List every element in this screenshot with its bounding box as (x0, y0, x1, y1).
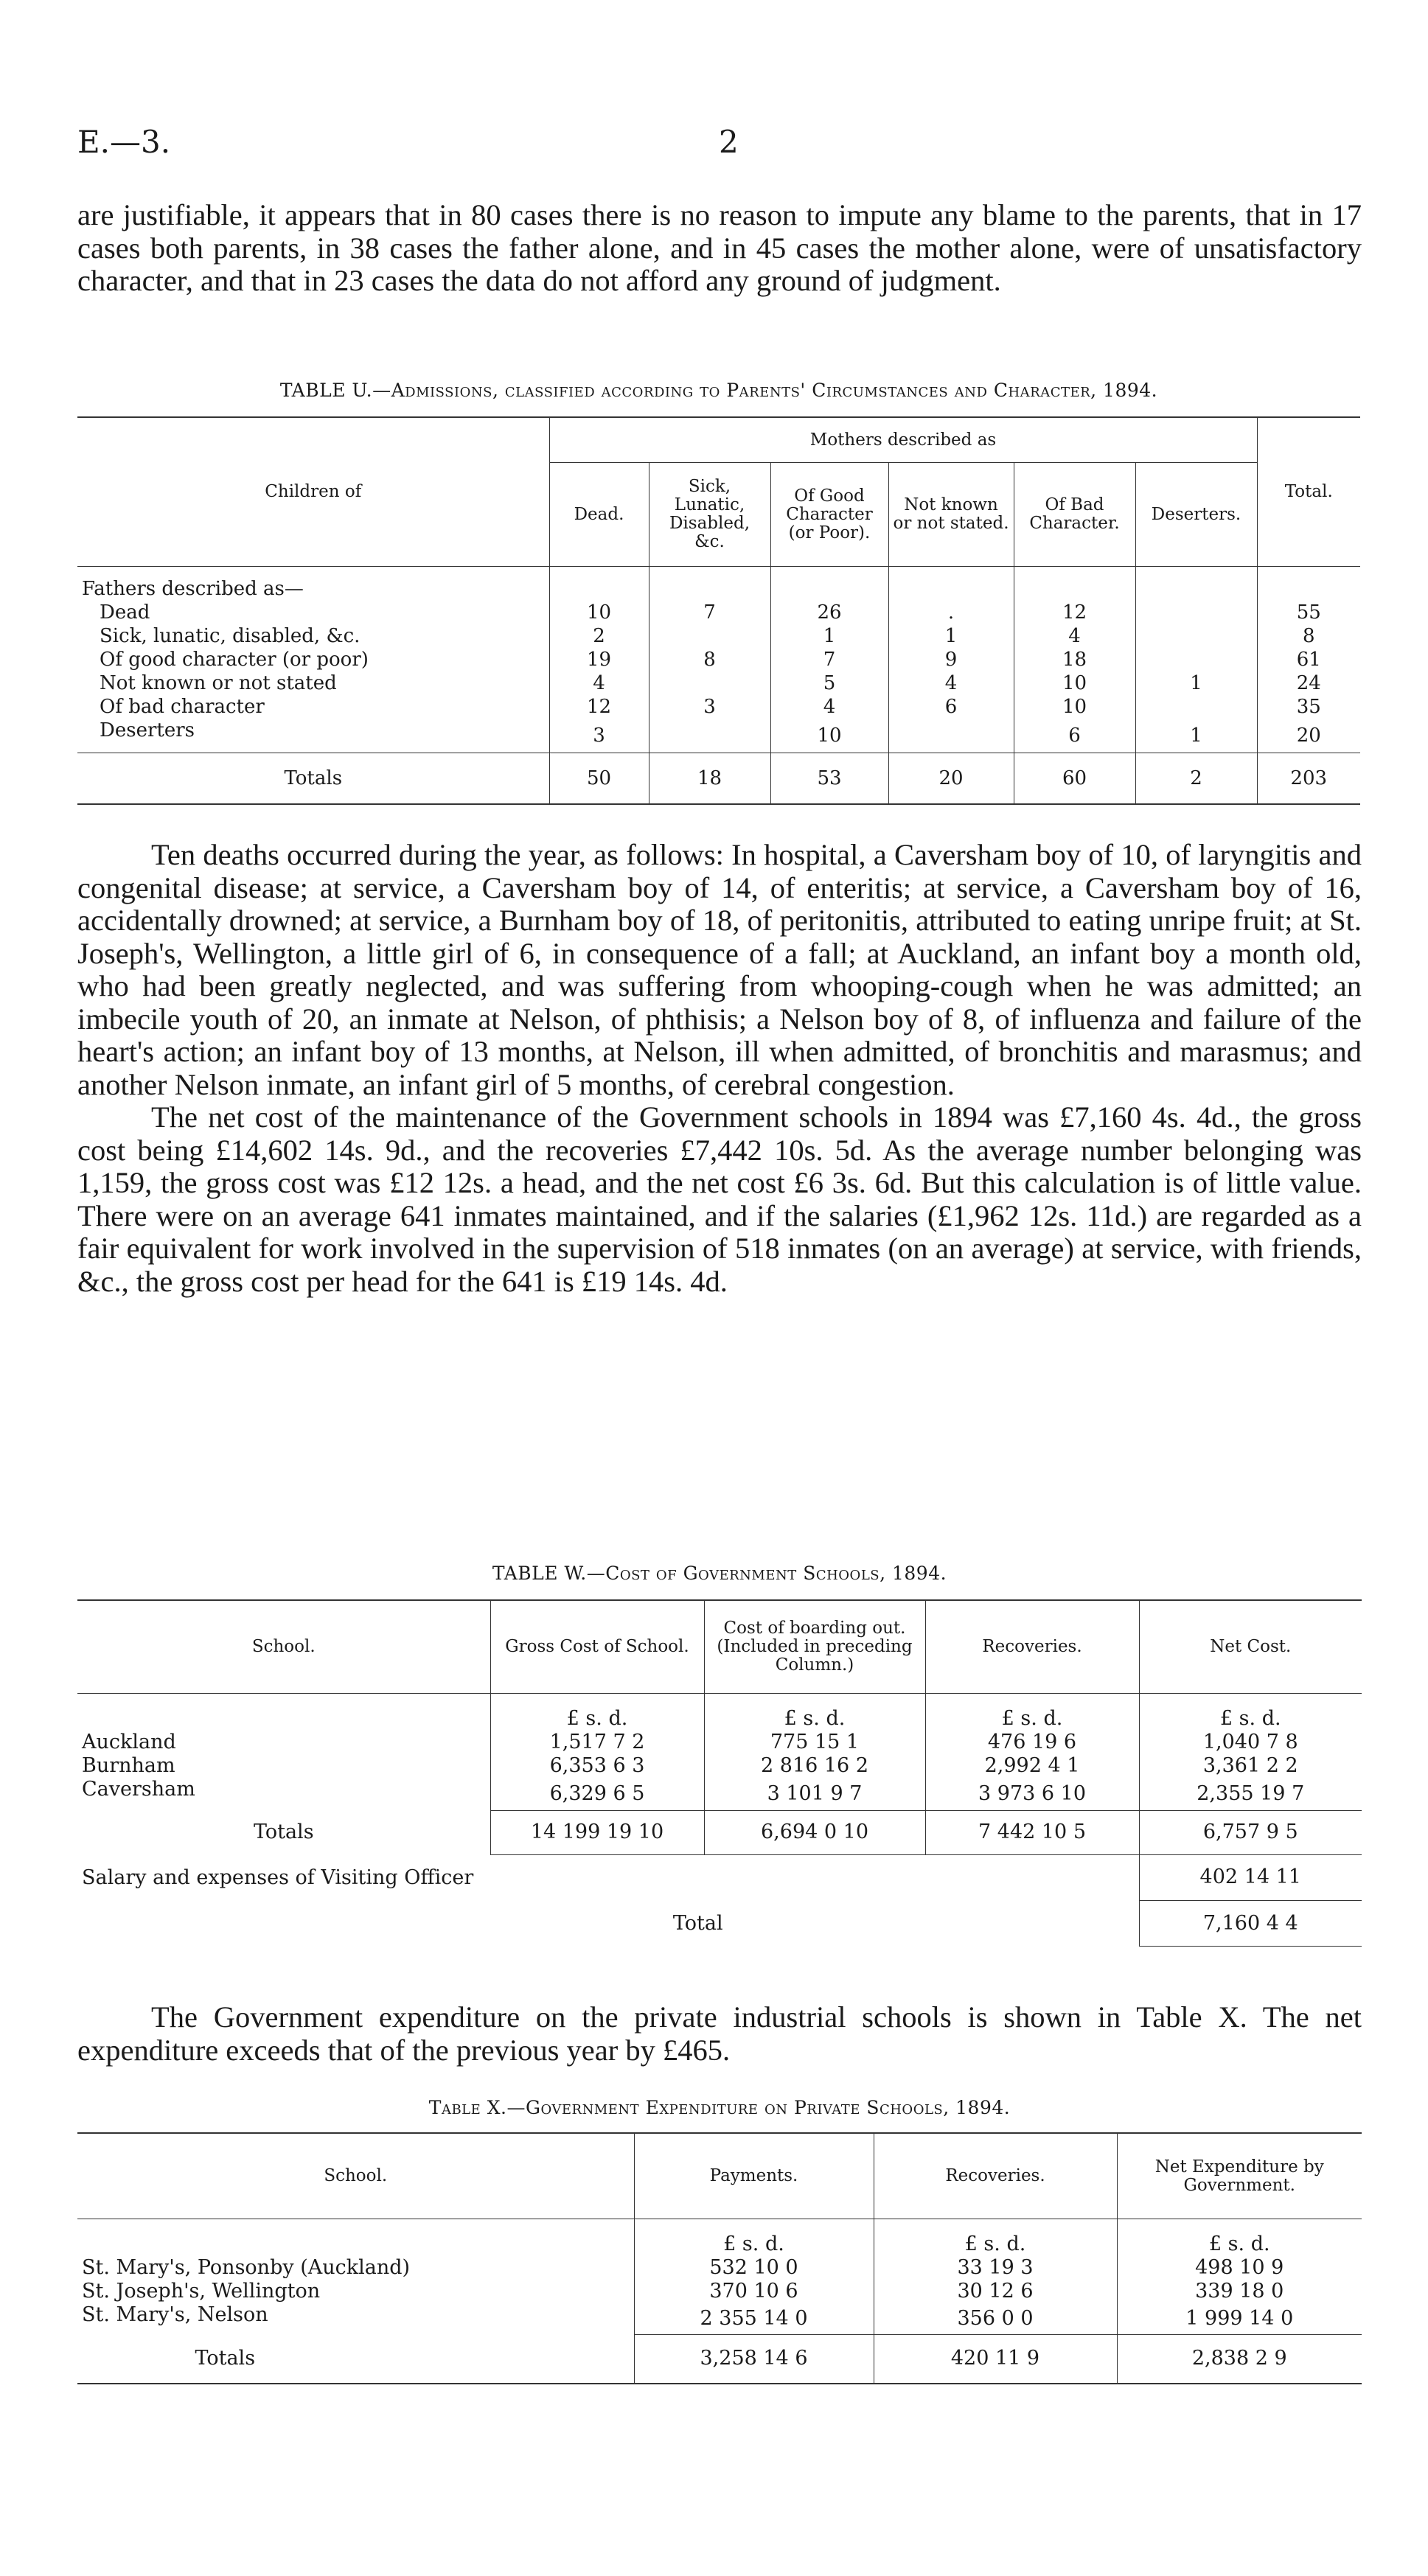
cell: 1,040 7 8 (1139, 1731, 1362, 1754)
cell: 2 355 14 0 (634, 2303, 874, 2334)
table-totals-row (77, 2334, 1362, 2384)
table-u-total-header: Total. (1257, 417, 1360, 567)
table-row (77, 2256, 1362, 2280)
cell: 1 (1135, 719, 1257, 753)
table-x-caption-prefix: Table X.— (428, 2097, 526, 2118)
currency-units: £ s. d. (490, 1694, 704, 1731)
cell: 532 10 0 (634, 2256, 874, 2280)
cell: 10 (1014, 695, 1135, 719)
cell: 5 (770, 671, 888, 695)
totals-label: Totals (253, 1821, 314, 1843)
cell: 8 (649, 648, 770, 671)
table-w-gross-header: Gross Cost of School. (490, 1600, 704, 1694)
totals-label: Totals (195, 2347, 256, 2370)
cell (888, 719, 1014, 753)
currency-units: £ s. d. (704, 1694, 925, 1731)
cell: 30 12 6 (874, 2280, 1117, 2303)
cell: 498 10 9 (1117, 2256, 1362, 2280)
total-cell: 50 (549, 753, 649, 805)
table-x-net-header: Net Expenditure by Government. (1117, 2133, 1362, 2219)
cell: 55 (1257, 601, 1360, 624)
total-cell: 420 11 9 (874, 2334, 1117, 2384)
cell: 6,329 6 5 (490, 1778, 704, 1810)
cell: 3 (549, 719, 649, 753)
total-cell: 14 199 19 10 (490, 1810, 704, 1854)
cell: 6 (888, 695, 1014, 719)
totals-label: Totals (284, 767, 343, 789)
cell: 775 15 1 (704, 1731, 925, 1754)
school-name: St. Mary's, Ponsonby (Auckland) (82, 2256, 411, 2279)
school-name: Burnham (82, 1754, 175, 1777)
table-row (77, 648, 1360, 671)
table-w-recoveries-header: Recoveries. (925, 1600, 1139, 1694)
total-cell: 2 (1135, 753, 1257, 805)
total-cell: 203 (1257, 753, 1360, 805)
cell: 4 (1014, 624, 1135, 648)
cell: 1 (888, 624, 1014, 648)
row-label: Of good character (or poor) (100, 649, 369, 671)
table-w (77, 1599, 1362, 1947)
table-w-boarding-header: Cost of boarding out. (Included in preceding Column.) (704, 1600, 925, 1694)
cell: 8 (1257, 624, 1360, 648)
table-w-school-header: School. (77, 1600, 490, 1694)
grand-total-value: 7,160 4 4 (1139, 1901, 1362, 1947)
cell: 7 (770, 648, 888, 671)
table-w-caption (77, 1563, 1362, 1584)
table-u-caption (77, 380, 1360, 401)
salary-label: Salary and expenses of Visiting Officer (82, 1865, 474, 1889)
currency-units: £ s. d. (874, 2219, 1117, 2257)
cell: 4 (888, 671, 1014, 695)
cell: 10 (549, 601, 649, 624)
cell: 2 (549, 624, 649, 648)
table-x-payments-header: Payments. (634, 2133, 874, 2219)
cell (649, 671, 770, 695)
table-row (77, 671, 1360, 695)
table-u-mothers-header: Mothers described as (549, 417, 1257, 463)
table-totals-row (77, 753, 1360, 805)
page-reference: E.—3. (77, 124, 171, 160)
total-cell: 53 (770, 753, 888, 805)
table-row (77, 695, 1360, 719)
intro-paragraph-text: are justifiable, it appears that in 80 cases there is no reason to impute any blame to the parents, that in 17 cases both parents, in 38 cases the father alone, and in 45 cases the mother alone, were of unsatisfactory character, and that in 23 cases the data do not afford any ground of judgment. (77, 198, 1362, 297)
cell: 1 999 14 0 (1117, 2303, 1362, 2334)
total-cell: 18 (649, 753, 770, 805)
cell (649, 719, 770, 753)
cell: 9 (888, 648, 1014, 671)
page-header (77, 124, 1360, 168)
table-x-school-header: School. (77, 2133, 634, 2219)
table-x-recoveries-header: Recoveries. (874, 2133, 1117, 2219)
table-row (77, 719, 1360, 753)
cost-paragraph: The net cost of the maintenance of the Government schools in 1894 was £7,160 4s. 4d., the gross cost being £14,602 14s. 9d., and the recoveries £7,442 10s. 5d. As the average number belonging was 1,159, the gross cost was £12 12s. a head, and the net cost £6 3s. 6d. But this calculation is of little value. There were on an average 641 inmates maintained, and if the salaries (£1,962 12s. 11d.) are regarded as a fair equivalent for work involved in the supervision of 518 inmates (on an average) at service, with friends, &c., the gross cost per head for the 641 is £19 14s. 4d. (77, 1100, 1362, 1298)
table-u-col-header: Of Good Character (or Poor). (770, 463, 888, 567)
cell: 356 0 0 (874, 2303, 1117, 2334)
total-cell: 2,838 2 9 (1117, 2334, 1362, 2384)
cell: 6 (1014, 719, 1135, 753)
cell: 476 19 6 (925, 1731, 1139, 1754)
cell: 24 (1257, 671, 1360, 695)
cell (1135, 624, 1257, 648)
cell: 4 (549, 671, 649, 695)
table-totals-row (77, 1810, 1362, 1854)
body-text-block (77, 839, 1362, 1298)
cell: 3 (649, 695, 770, 719)
total-cell: 7 442 10 5 (925, 1810, 1139, 1854)
table-u-col-header: Not known or not stated. (888, 463, 1014, 567)
currency-units: £ s. d. (1139, 1694, 1362, 1731)
table-u-caption-prefix: TABLE U.— (279, 380, 391, 401)
table-w-caption-text: Cost of Government Schools, 1894. (605, 1563, 947, 1584)
table-u-col-header: Deserters. (1135, 463, 1257, 567)
school-name: St. Mary's, Nelson (82, 2303, 268, 2326)
table-u-fathers-heading: Fathers described as— (82, 578, 304, 600)
cell: 1 (770, 624, 888, 648)
cell: 370 10 6 (634, 2280, 874, 2303)
cell: 20 (1257, 719, 1360, 753)
row-label: Of bad character (100, 696, 265, 718)
table-u (77, 416, 1360, 805)
cell: 3 973 6 10 (925, 1778, 1139, 1810)
currency-units: £ s. d. (1117, 2219, 1362, 2257)
school-name: Caversham (82, 1778, 195, 1801)
salary-value: 402 14 11 (1139, 1854, 1362, 1901)
cell: 33 19 3 (874, 2256, 1117, 2280)
grand-total-label: Total (672, 1911, 723, 1935)
salary-row (77, 1854, 1362, 1901)
table-row (77, 601, 1360, 624)
cell: 1,517 7 2 (490, 1731, 704, 1754)
row-label: Not known or not stated (100, 672, 337, 694)
table-u-col-header: Of Bad Character. (1014, 463, 1135, 567)
cell: 339 18 0 (1117, 2280, 1362, 2303)
row-label: Deserters (100, 719, 195, 741)
table-x-caption-text: Government Expenditure on Private Schools, 1894. (525, 2097, 1011, 2118)
currency-units: £ s. d. (634, 2219, 874, 2257)
table-x-caption (77, 2097, 1362, 2118)
total-cell: 20 (888, 753, 1014, 805)
cell: 1 (1135, 671, 1257, 695)
cell (649, 624, 770, 648)
cell (1135, 648, 1257, 671)
table-row (77, 1754, 1362, 1778)
cell (1135, 601, 1257, 624)
cell: 2 816 16 2 (704, 1754, 925, 1778)
table-row (77, 624, 1360, 648)
cell: 4 (770, 695, 888, 719)
currency-units: £ s. d. (925, 1694, 1139, 1731)
school-name: Auckland (82, 1731, 176, 1753)
cell: 2,355 19 7 (1139, 1778, 1362, 1810)
school-name: St. Joseph's, Wellington (82, 2280, 321, 2303)
cell: . (888, 601, 1014, 624)
cell: 10 (770, 719, 888, 753)
table-row (77, 2303, 1362, 2334)
grand-total-row (77, 1901, 1362, 1947)
cell: 12 (549, 695, 649, 719)
table-row (77, 2280, 1362, 2303)
total-cell: 6,757 9 5 (1139, 1810, 1362, 1854)
total-cell: 3,258 14 6 (634, 2334, 874, 2384)
cell: 10 (1014, 671, 1135, 695)
cell: 12 (1014, 601, 1135, 624)
table-x (77, 2132, 1362, 2384)
intro-paragraph (77, 199, 1362, 298)
private-schools-paragraph: The Government expenditure on the private industrial schools is shown in Table X. The net expenditure exceeds that of the previous year by £465. (77, 2000, 1362, 2067)
row-label: Sick, lunatic, disabled, &c. (100, 625, 361, 647)
cell: 18 (1014, 648, 1135, 671)
table-u-caption-text: Admissions, classified according to Parents' Circumstances and Character, 1894. (391, 380, 1158, 401)
cell (1135, 695, 1257, 719)
total-cell: 6,694 0 10 (704, 1810, 925, 1854)
table-u-col-header: Sick, Lunatic, Disabled, &c. (649, 463, 770, 567)
page-number: 2 (719, 124, 739, 160)
deaths-paragraph: Ten deaths occurred during the year, as follows: In hospital, a Caversham boy of 10, of laryngitis and congenital disease; at service, a Caversham boy of 14, of enteritis; at service, a Caversham boy of 16, accidentally drowned; at service, a Burnham boy of 18, of peritonitis, attributed to eating unripe fruit; at St. Joseph's, Wellington, a little girl of 6, in consequence of a fall; at Auckland, an infant boy a month old, who had been greatly neglected, and was suffering from whooping-cough when he was admitted; an imbecile youth of 20, an inmate at Nelson, of phthisis; a Nelson boy of 8, of influenza and failure of the heart's action; an infant boy of 13 months, at Nelson, ill when admitted, of bronchitis and marasmus; and another Nelson inmate, an infant girl of 5 months, of cerebral congestion. (77, 838, 1362, 1101)
cell: 61 (1257, 648, 1360, 671)
cell: 2,992 4 1 (925, 1754, 1139, 1778)
cell: 19 (549, 648, 649, 671)
table-w-caption-prefix: TABLE W.— (492, 1563, 606, 1584)
cell: 7 (649, 601, 770, 624)
row-label: Dead (100, 601, 150, 624)
total-cell: 60 (1014, 753, 1135, 805)
cell: 35 (1257, 695, 1360, 719)
cell: 3,361 2 2 (1139, 1754, 1362, 1778)
table-u-children-of-header: Children of (77, 417, 549, 567)
cell: 26 (770, 601, 888, 624)
table-w-net-header: Net Cost. (1139, 1600, 1362, 1694)
private-schools-block (77, 2001, 1362, 2067)
table-row (77, 1778, 1362, 1810)
table-u-col-header: Dead. (549, 463, 649, 567)
cell: 6,353 6 3 (490, 1754, 704, 1778)
cell: 3 101 9 7 (704, 1778, 925, 1810)
table-row (77, 1731, 1362, 1754)
